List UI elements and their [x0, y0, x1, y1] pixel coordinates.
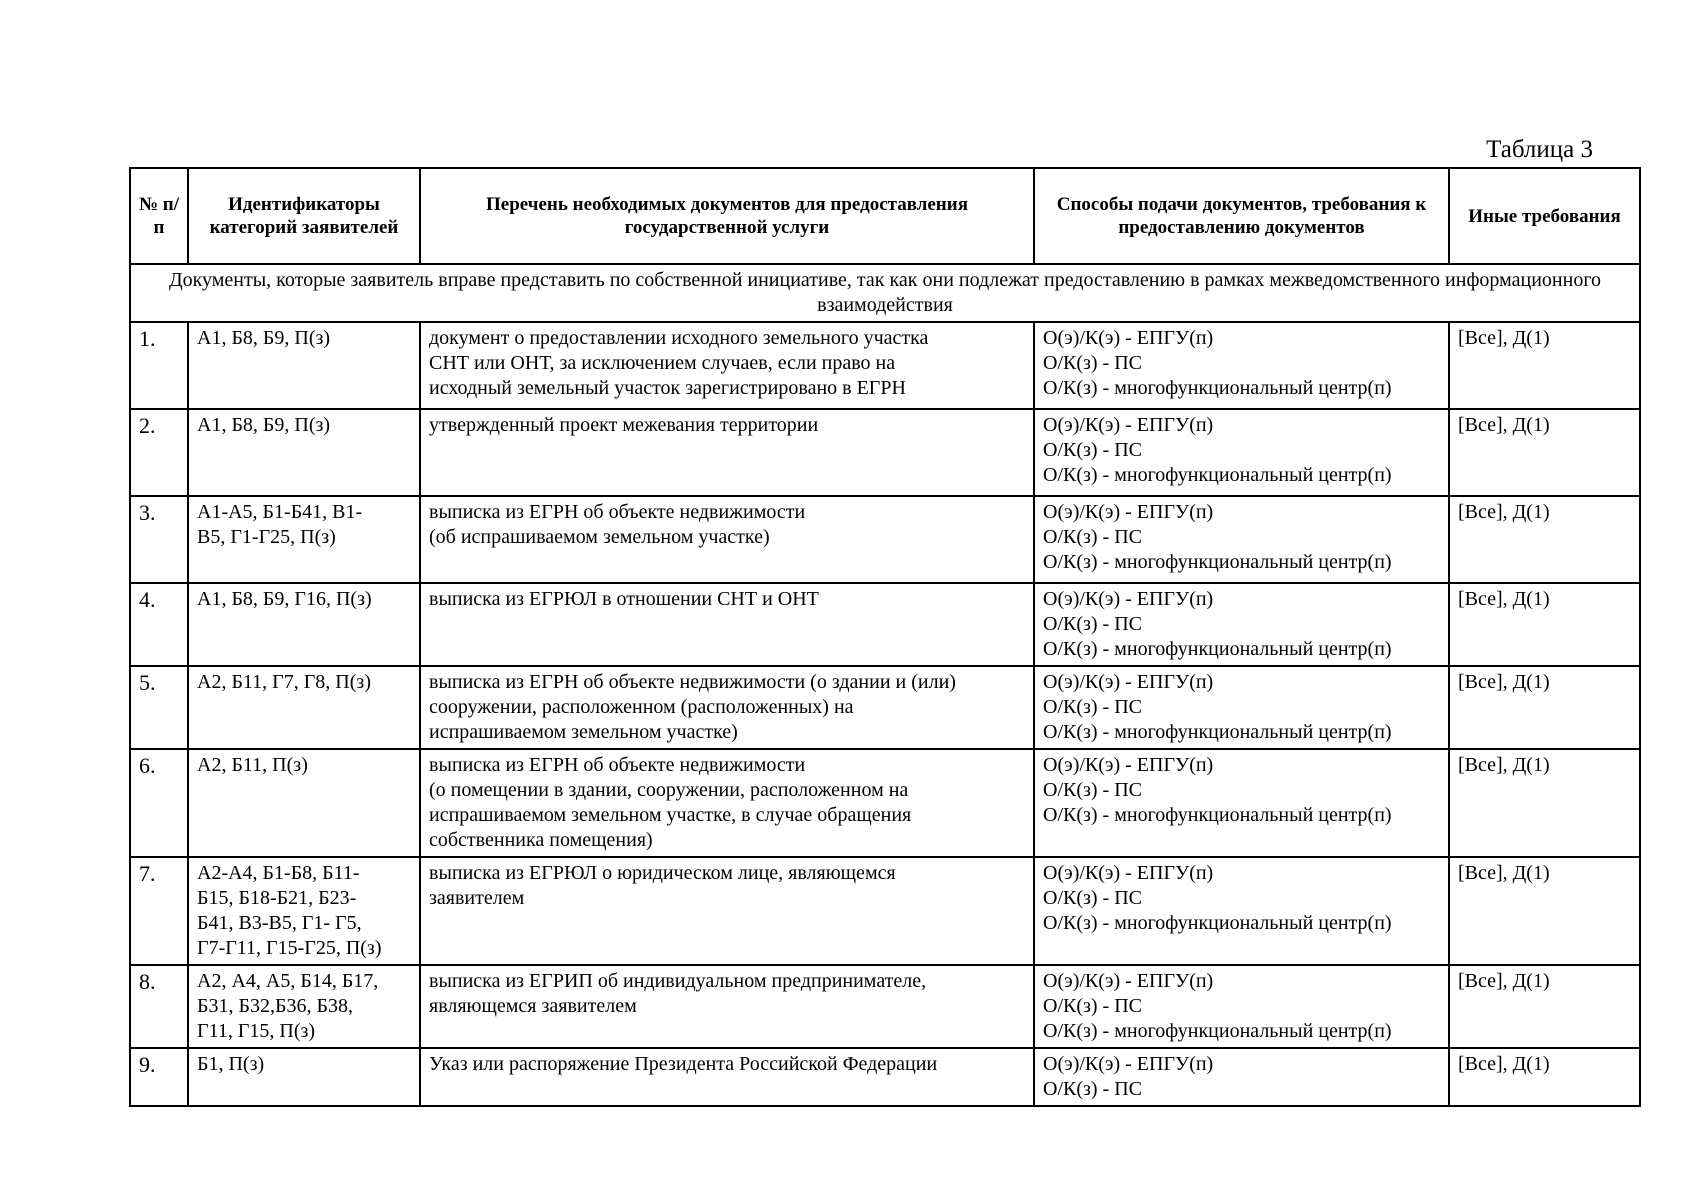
table-row — [130, 496, 1640, 583]
submission-methods — [1034, 749, 1449, 857]
cell-line: выписка из ЕГРН об объекте недвижимости — [429, 501, 806, 523]
other-requirements: [Все], Д(1) — [1449, 322, 1640, 409]
other-requirements: [Все], Д(1) — [1449, 583, 1640, 666]
cell-line: О/К(з) - многофункциональный центр(п) — [1043, 551, 1392, 573]
required-document — [420, 583, 1034, 666]
cell-line: О(э)/К(э) - ЕПГУ(п) — [1043, 501, 1214, 523]
cell-line: утвержденный проект межевания территории — [429, 414, 819, 436]
cell-line: О/К(з) - ПС — [1043, 779, 1143, 801]
cell-line: А1, Б8, Б9, Г16, П(з) — [197, 588, 372, 610]
row-number: 8. — [130, 965, 188, 1048]
cell-line: А2, Б11, П(з) — [197, 754, 308, 776]
applicant-category-ids — [188, 666, 420, 749]
cell-line: сооружении, расположенном (расположенных) на — [429, 696, 854, 718]
header-num: № п/п — [130, 168, 188, 264]
row-number: 7. — [130, 857, 188, 965]
required-document — [420, 409, 1034, 496]
required-document — [420, 857, 1034, 965]
cell-line: Б31, Б32,Б36, Б38, — [197, 995, 353, 1017]
cell-line: Б41, В3-В5, Г1- Г5, — [197, 912, 362, 934]
cell-line: О(э)/К(э) - ЕПГУ(п) — [1043, 970, 1214, 992]
table-row — [130, 965, 1640, 1048]
cell-line: Б15, Б18-Б21, Б23- — [197, 887, 357, 909]
cell-line: А1-А5, Б1-Б41, В1- — [197, 501, 363, 523]
required-document — [420, 322, 1034, 409]
documents-table — [129, 167, 1641, 1107]
cell-line: О/К(з) - ПС — [1043, 352, 1143, 374]
cell-line: О/К(з) - многофункциональный центр(п) — [1043, 377, 1392, 399]
cell-line: документ о предоставлении исходного земельного участка — [429, 327, 929, 349]
cell-line: А1, Б8, Б9, П(з) — [197, 414, 331, 436]
applicant-category-ids — [188, 583, 420, 666]
required-document — [420, 496, 1034, 583]
cell-line: В5, Г1-Г25, П(з) — [197, 526, 336, 548]
cell-line: А1, Б8, Б9, П(з) — [197, 327, 331, 349]
table-caption: Таблица 3 — [1486, 136, 1593, 163]
cell-line: О(э)/К(э) - ЕПГУ(п) — [1043, 862, 1214, 884]
other-requirements: [Все], Д(1) — [1449, 496, 1640, 583]
row-number: 9. — [130, 1048, 188, 1106]
cell-line: (о помещении в здании, сооружении, расположенном на — [429, 779, 909, 801]
row-number: 1. — [130, 322, 188, 409]
header-docs: Перечень необходимых документов для предоставления государственной услуги — [420, 168, 1034, 264]
cell-line: Г7-Г11, Г15-Г25, П(з) — [197, 937, 382, 959]
applicant-category-ids — [188, 857, 420, 965]
cell-line: О(э)/К(э) - ЕПГУ(п) — [1043, 414, 1214, 436]
header-ids: Идентификаторы категорий заявителей — [188, 168, 420, 264]
cell-line: О/К(з) - многофункциональный центр(п) — [1043, 804, 1392, 826]
cell-line: О(э)/К(э) - ЕПГУ(п) — [1043, 754, 1214, 776]
cell-line: О(э)/К(э) - ЕПГУ(п) — [1043, 327, 1214, 349]
applicant-category-ids — [188, 496, 420, 583]
row-number: 6. — [130, 749, 188, 857]
cell-line: О/К(з) - ПС — [1043, 439, 1143, 461]
cell-line: СНТ или ОНТ, за исключением случаев, если право на — [429, 352, 896, 374]
cell-line: Указ или распоряжение Президента Российской Федерации — [429, 1053, 938, 1075]
row-number: 4. — [130, 583, 188, 666]
table-row — [130, 583, 1640, 666]
cell-line: О/К(з) - многофункциональный центр(п) — [1043, 638, 1392, 660]
submission-methods — [1034, 583, 1449, 666]
cell-line: А2, Б11, Г7, Г8, П(з) — [197, 671, 371, 693]
cell-line: А2-А4, Б1-Б8, Б11- — [197, 862, 360, 884]
cell-line: Г11, Г15, П(з) — [197, 1020, 316, 1042]
applicant-category-ids — [188, 409, 420, 496]
cell-line: О/К(з) - ПС — [1043, 613, 1143, 635]
header-methods: Способы подачи документов, требования к предоставлению документов — [1034, 168, 1449, 264]
cell-line: испрашиваемом земельном участке, в случае обращения — [429, 804, 912, 826]
cell-line: О/К(з) - ПС — [1043, 995, 1143, 1017]
applicant-category-ids — [188, 322, 420, 409]
row-number: 5. — [130, 666, 188, 749]
section-row — [130, 264, 1640, 322]
cell-line: испрашиваемом земельном участке) — [429, 721, 738, 743]
cell-line: О(э)/К(э) - ЕПГУ(п) — [1043, 671, 1214, 693]
section-title: Документы, которые заявитель вправе представить по собственной инициативе, так как они подлежат предоставлению в рамках межведомственного информационного взаимодействия — [130, 264, 1640, 322]
cell-line: исходный земельный участок зарегистрировано в ЕГРН — [429, 377, 906, 399]
cell-line: О(э)/К(э) - ЕПГУ(п) — [1043, 588, 1214, 610]
cell-line: О/К(з) - многофункциональный центр(п) — [1043, 464, 1392, 486]
table-row — [130, 1048, 1640, 1106]
table-row — [130, 857, 1640, 965]
cell-line: Б1, П(з) — [197, 1053, 265, 1075]
cell-line: А2, А4, А5, Б14, Б17, — [197, 970, 379, 992]
submission-methods — [1034, 666, 1449, 749]
required-document — [420, 965, 1034, 1048]
other-requirements: [Все], Д(1) — [1449, 1048, 1640, 1106]
submission-methods — [1034, 409, 1449, 496]
cell-line: выписка из ЕГРЮЛ о юридическом лице, являющемся — [429, 862, 896, 884]
applicant-category-ids — [188, 1048, 420, 1106]
other-requirements: [Все], Д(1) — [1449, 666, 1640, 749]
row-number: 2. — [130, 409, 188, 496]
cell-line: (об испрашиваемом земельном участке) — [429, 526, 770, 548]
applicant-category-ids — [188, 965, 420, 1048]
other-requirements: [Все], Д(1) — [1449, 409, 1640, 496]
cell-line: выписка из ЕГРН об объекте недвижимости — [429, 754, 806, 776]
other-requirements: [Все], Д(1) — [1449, 749, 1640, 857]
cell-line: О/К(з) - ПС — [1043, 526, 1143, 548]
cell-line: О(э)/К(э) - ЕПГУ(п) — [1043, 1053, 1214, 1075]
cell-line: являющемся заявителем — [429, 995, 637, 1017]
table-row — [130, 749, 1640, 857]
cell-line: выписка из ЕГРЮЛ в отношении СНТ и ОНТ — [429, 588, 819, 610]
header-other: Иные требования — [1449, 168, 1640, 264]
required-document — [420, 1048, 1034, 1106]
submission-methods — [1034, 857, 1449, 965]
cell-line: О/К(з) - ПС — [1043, 1078, 1143, 1100]
row-number: 3. — [130, 496, 188, 583]
required-document — [420, 666, 1034, 749]
submission-methods — [1034, 965, 1449, 1048]
cell-line: выписка из ЕГРН об объекте недвижимости (о здании и (или) — [429, 671, 956, 693]
table-row — [130, 666, 1640, 749]
table-row — [130, 322, 1640, 409]
table-row — [130, 409, 1640, 496]
cell-line: собственника помещения) — [429, 829, 653, 851]
header-row — [130, 168, 1640, 264]
cell-line: О/К(з) - многофункциональный центр(п) — [1043, 721, 1392, 743]
submission-methods — [1034, 1048, 1449, 1106]
cell-line: О/К(з) - ПС — [1043, 696, 1143, 718]
cell-line: О/К(з) - ПС — [1043, 887, 1143, 909]
cell-line: заявителем — [429, 887, 525, 909]
submission-methods — [1034, 496, 1449, 583]
other-requirements: [Все], Д(1) — [1449, 857, 1640, 965]
submission-methods — [1034, 322, 1449, 409]
cell-line: О/К(з) - многофункциональный центр(п) — [1043, 1020, 1392, 1042]
other-requirements: [Все], Д(1) — [1449, 965, 1640, 1048]
required-document — [420, 749, 1034, 857]
cell-line: выписка из ЕГРИП об индивидуальном предпринимателе, — [429, 970, 927, 992]
cell-line: О/К(з) - многофункциональный центр(п) — [1043, 912, 1392, 934]
applicant-category-ids — [188, 749, 420, 857]
